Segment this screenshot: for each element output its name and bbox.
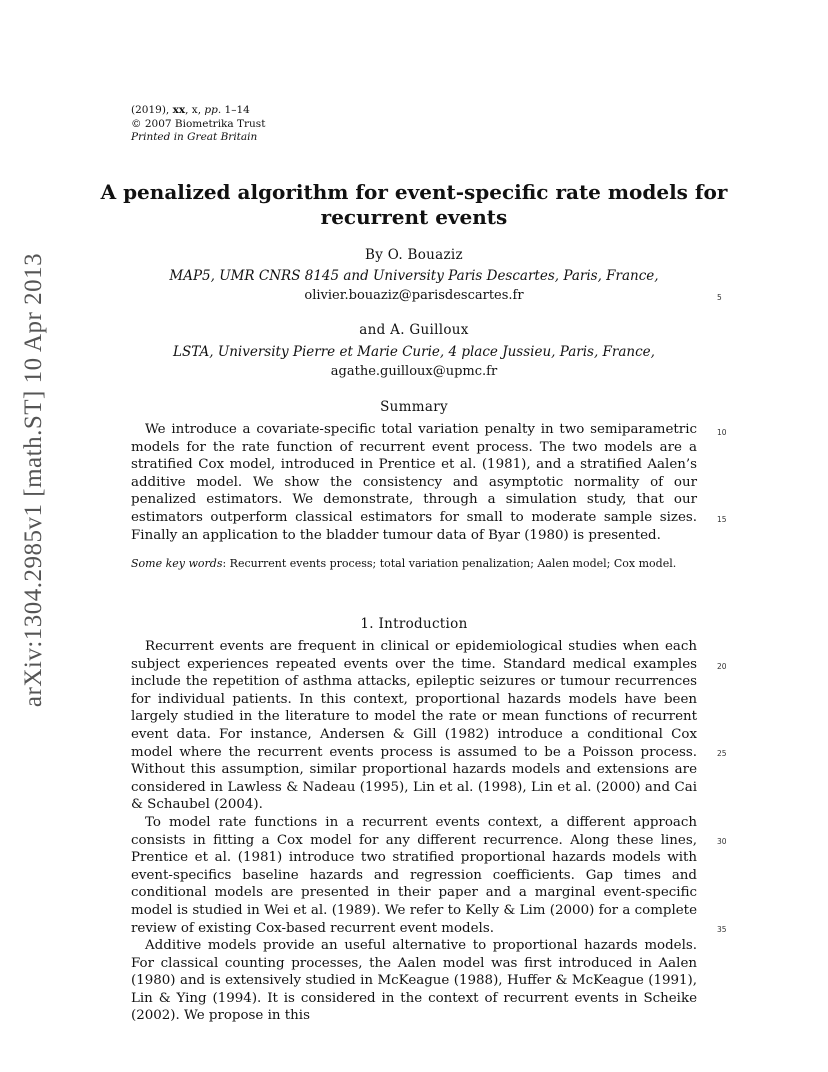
line-number: 5 (717, 293, 722, 302)
author-1-affiliation: MAP5, UMR CNRS 8145 and University Paris Descartes, Paris, France, (169, 268, 659, 284)
paper-title: A penalized algorithm for event-specific rate models for recurrent events (100, 180, 728, 229)
line-number: 10 (717, 428, 727, 437)
author-1-byline: By O. Bouaziz (365, 247, 463, 263)
header-line-copyright: © 2007 Biometrika Trust (131, 117, 266, 130)
line-number: 35 (717, 925, 727, 934)
header-line-citation: (2019), xx, x, pp. 1–14 (131, 104, 250, 116)
header-line-printed: Printed in Great Britain (131, 131, 258, 143)
summary-heading: Summary (380, 399, 448, 415)
summary-body (131, 421, 697, 544)
line-number: 15 (717, 515, 727, 524)
author-2-affiliation: LSTA, University Pierre et Marie Curie, 4 place Jussieu, Paris, France, (173, 344, 655, 360)
line-number: 30 (717, 837, 727, 846)
key-words: Some key words: Recurrent events process; total variation penalization; Aalen model; Cox model. (131, 557, 677, 570)
author-2-email: agathe.guilloux@upmc.fr (330, 364, 498, 379)
journal-header (131, 104, 265, 145)
introduction-paragraph-3: Additive models provide an useful alternative to proportional hazards models. For classical counting processes, the Aalen model was first introduced in Aalen (1980) and is extensively studied in McKeague (1988), Huffer & McKeague (1991), Lin & Ying (1994). It is considered in the context of recurrent events in Scheike (2002). We propose in this (131, 938, 697, 1024)
introduction-heading: 1. Introduction (360, 616, 468, 632)
line-number: 20 (717, 662, 727, 671)
summary-paragraph: We introduce a covariate-specific total variation penalty in two semiparametric models for the rate function of recurrent event process. The two models are a stratified Cox model, introduced in Prentice et al. (1981), and a stratified Aalen’s additive model. We show the consistency and asymptotic normality of our penalized estimators. We demonstrate, through a simulation study, that our estimators outperform classical estimators for small to moderate sample sizes. Finally an application to the bladder tumour data of Byar (1980) is presented. (131, 422, 697, 543)
line-number: 25 (717, 749, 727, 758)
introduction-paragraph-1: Recurrent events are frequent in clinical or epidemiological studies when each subject experiences repeated events over the time. Standard medical examples include the repetition of asthma attacks, epileptic seizures or tumour recurrences for individual patients. In this context, proportional hazards models have been largely studied in the literature to model the rate or mean functions of recurrent event data. For instance, Andersen & Gill (1982) introduce a conditional Cox model where the recurrent events process is assumed to be a Poisson process. Without this assumption, similar proportional hazards models and extensions are considered in Lawless & Nadeau (1995), Lin et al. (1998), Lin et al. (2000) and Cai & Schaubel (2004). (131, 639, 697, 813)
author-1-email: olivier.bouaziz@parisdescartes.fr (304, 288, 524, 303)
arxiv-stamp: arXiv:1304.2985v1 [math.ST] 10 Apr 2013 (20, 252, 47, 708)
introduction-body (131, 638, 697, 1025)
introduction-paragraph-2: To model rate functions in a recurrent events context, a different approach consists in fitting a Cox model for any different recurrence. Along these lines, Prentice et al. (1981) introduce two stratified proportional hazards models with event-specifics baseline hazards and regression coefficients. Gap times and conditional models are presented in their paper and a marginal event-specific model is studied in Wei et al. (1989). We refer to Kelly & Lim (2000) for a complete review of existing Cox-based recurrent event models. (131, 814, 697, 936)
author-2-byline: and A. Guilloux (359, 322, 469, 338)
